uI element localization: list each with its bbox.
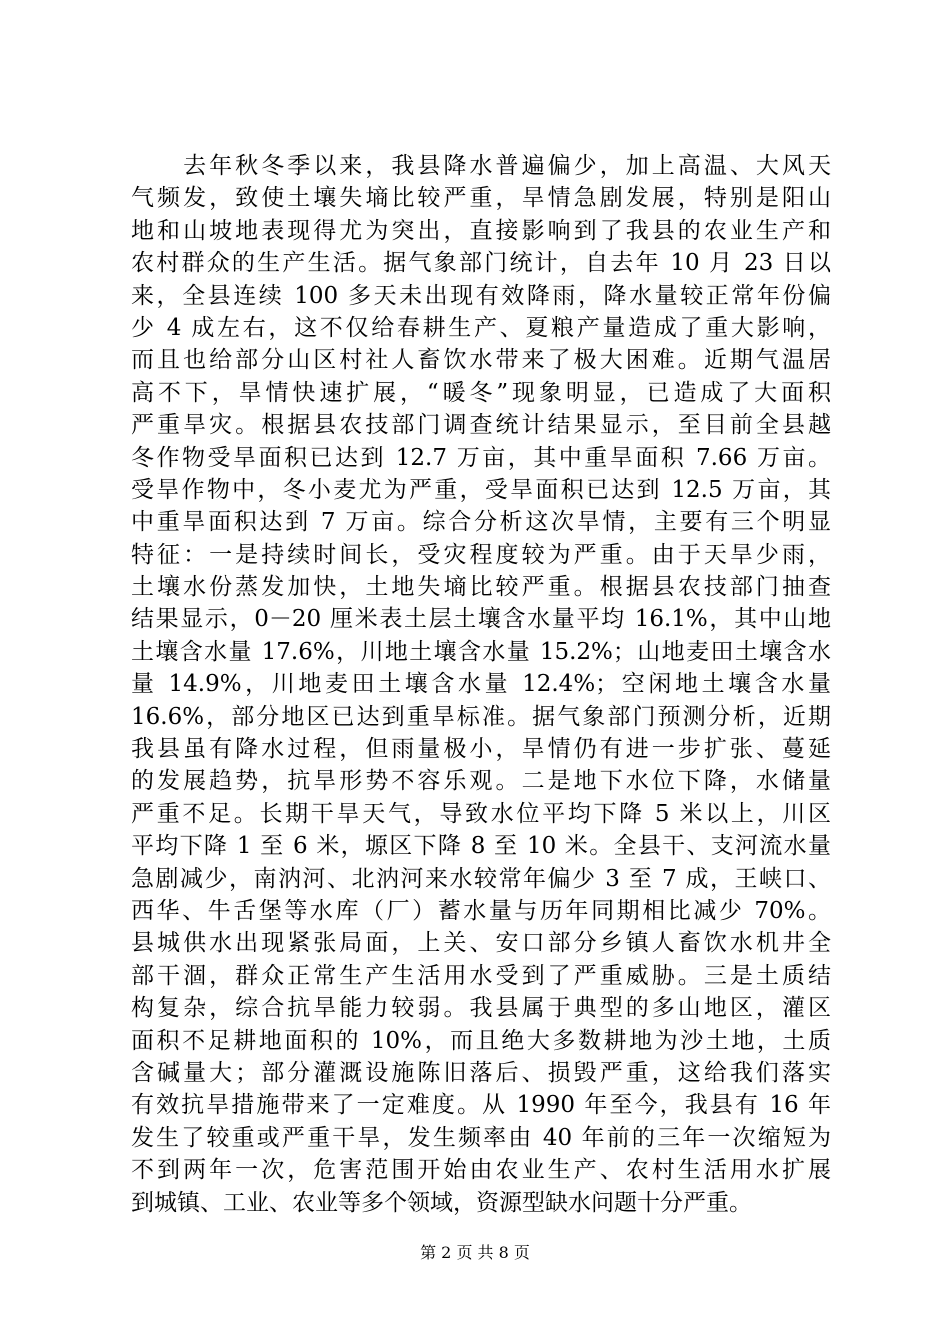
paragraph-line: 气频发，致使土壤失墒比较严重，旱情急剧发展，特别是阳山	[131, 185, 831, 212]
paragraph-line: 结果显示，0－20 厘米表土层土壤含水量平均 16.1%，其中山地	[131, 606, 831, 633]
paragraph-line: 高不下，旱情快速扩展，“暖冬”现象明显，已造成了大面积	[131, 379, 831, 406]
paragraph-line: 到城镇、工业、农业等多个领域，资源型缺水问题十分严重。	[131, 1189, 752, 1216]
paragraph-line: 量 14.9%，川地麦田土壤含水量 12.4%；空闲地土壤含水量	[131, 671, 831, 698]
paragraph-line: 不到两年一次，危害范围开始由农业生产、农村生活用水扩展	[131, 1157, 831, 1184]
paragraph-line: 少 4 成左右，这不仅给春耕生产、夏粮产量造成了重大影响，	[131, 314, 831, 341]
paragraph-line: 土壤含水量 17.6%，川地土壤含水量 15.2%；山地麦田土壤含水	[131, 638, 831, 665]
page-footer: 第 2 页 共 8 页	[420, 1243, 530, 1262]
paragraph-line: 农村群众的生产生活。据气象部门统计，自去年 10 月 23 日以	[131, 250, 831, 277]
paragraph-line: 平均下降 1 至 6 米，塬区下降 8 至 10 米。全县干、支河流水量	[131, 833, 831, 860]
paragraph-line: 部干涸，群众正常生产生活用水受到了严重威胁。三是土质结	[131, 962, 831, 989]
paragraph-line: 16.6%，部分地区已达到重旱标准。据气象部门预测分析，近期	[131, 703, 831, 730]
paragraph-line: 冬作物受旱面积已达到 12.7 万亩，其中重旱面积 7.66 万亩。	[131, 444, 831, 471]
paragraph-line: 发生了较重或严重干旱，发生频率由 40 年前的三年一次缩短为	[131, 1124, 831, 1151]
paragraph-line: 西华、牛舌堡等水库（厂）蓄水量与历年同期相比减少 70%。	[131, 897, 831, 924]
paragraph-line: 中重旱面积达到 7 万亩。综合分析这次旱情，主要有三个明显	[131, 509, 831, 536]
paragraph-line: 含碱量大；部分灌溉设施陈旧落后、损毁严重，这给我们落实	[131, 1059, 831, 1086]
paragraph-line: 严重不足。长期干旱天气，导致水位平均下降 5 米以上，川区	[131, 800, 831, 827]
paragraph-line: 县城供水出现紧张局面，上关、安口部分乡镇人畜饮水机井全	[131, 930, 831, 957]
paragraph-line: 去年秋冬季以来，我县降水普遍偏少，加上高温、大风天	[131, 153, 831, 179]
paragraph-line: 受旱作物中，冬小麦尤为严重，受旱面积已达到 12.5 万亩，其	[131, 476, 831, 503]
paragraph-line: 土壤水份蒸发加快，土地失墒比较严重。根据县农技部门抽查	[131, 574, 831, 601]
paragraph-line: 来，全县连续 100 多天未出现有效降雨，降水量较正常年份偏	[131, 282, 831, 309]
paragraph-line: 我县虽有降水过程，但雨量极小，旱情仍有进一步扩张、蔓延	[131, 736, 831, 763]
paragraph-line: 面积不足耕地面积的 10%，而且绝大多数耕地为沙土地，土质	[131, 1027, 831, 1054]
paragraph-line: 特征：一是持续时间长，受灾程度较为严重。由于天旱少雨，	[131, 541, 831, 568]
paragraph-line: 地和山坡地表现得尤为突出，直接影响到了我县的农业生产和	[131, 217, 831, 244]
body-paragraph	[131, 150, 831, 1219]
paragraph-line: 急剧减少，南汭河、北汭河来水较常年偏少 3 至 7 成，王峡口、	[131, 865, 831, 892]
paragraph-line: 而且也给部分山区村社人畜饮水带来了极大困难。近期气温居	[131, 347, 831, 374]
paragraph-line: 构复杂，综合抗旱能力较弱。我县属于典型的多山地区，灌区	[131, 995, 831, 1022]
paragraph-line: 有效抗旱措施带来了一定难度。从 1990 年至今，我县有 16 年	[131, 1092, 831, 1119]
paragraph-line: 严重旱灾。根据县农技部门调查统计结果显示，至目前全县越	[131, 412, 831, 439]
paragraph-line: 的发展趋势，抗旱形势不容乐观。二是地下水位下降，水储量	[131, 768, 831, 795]
